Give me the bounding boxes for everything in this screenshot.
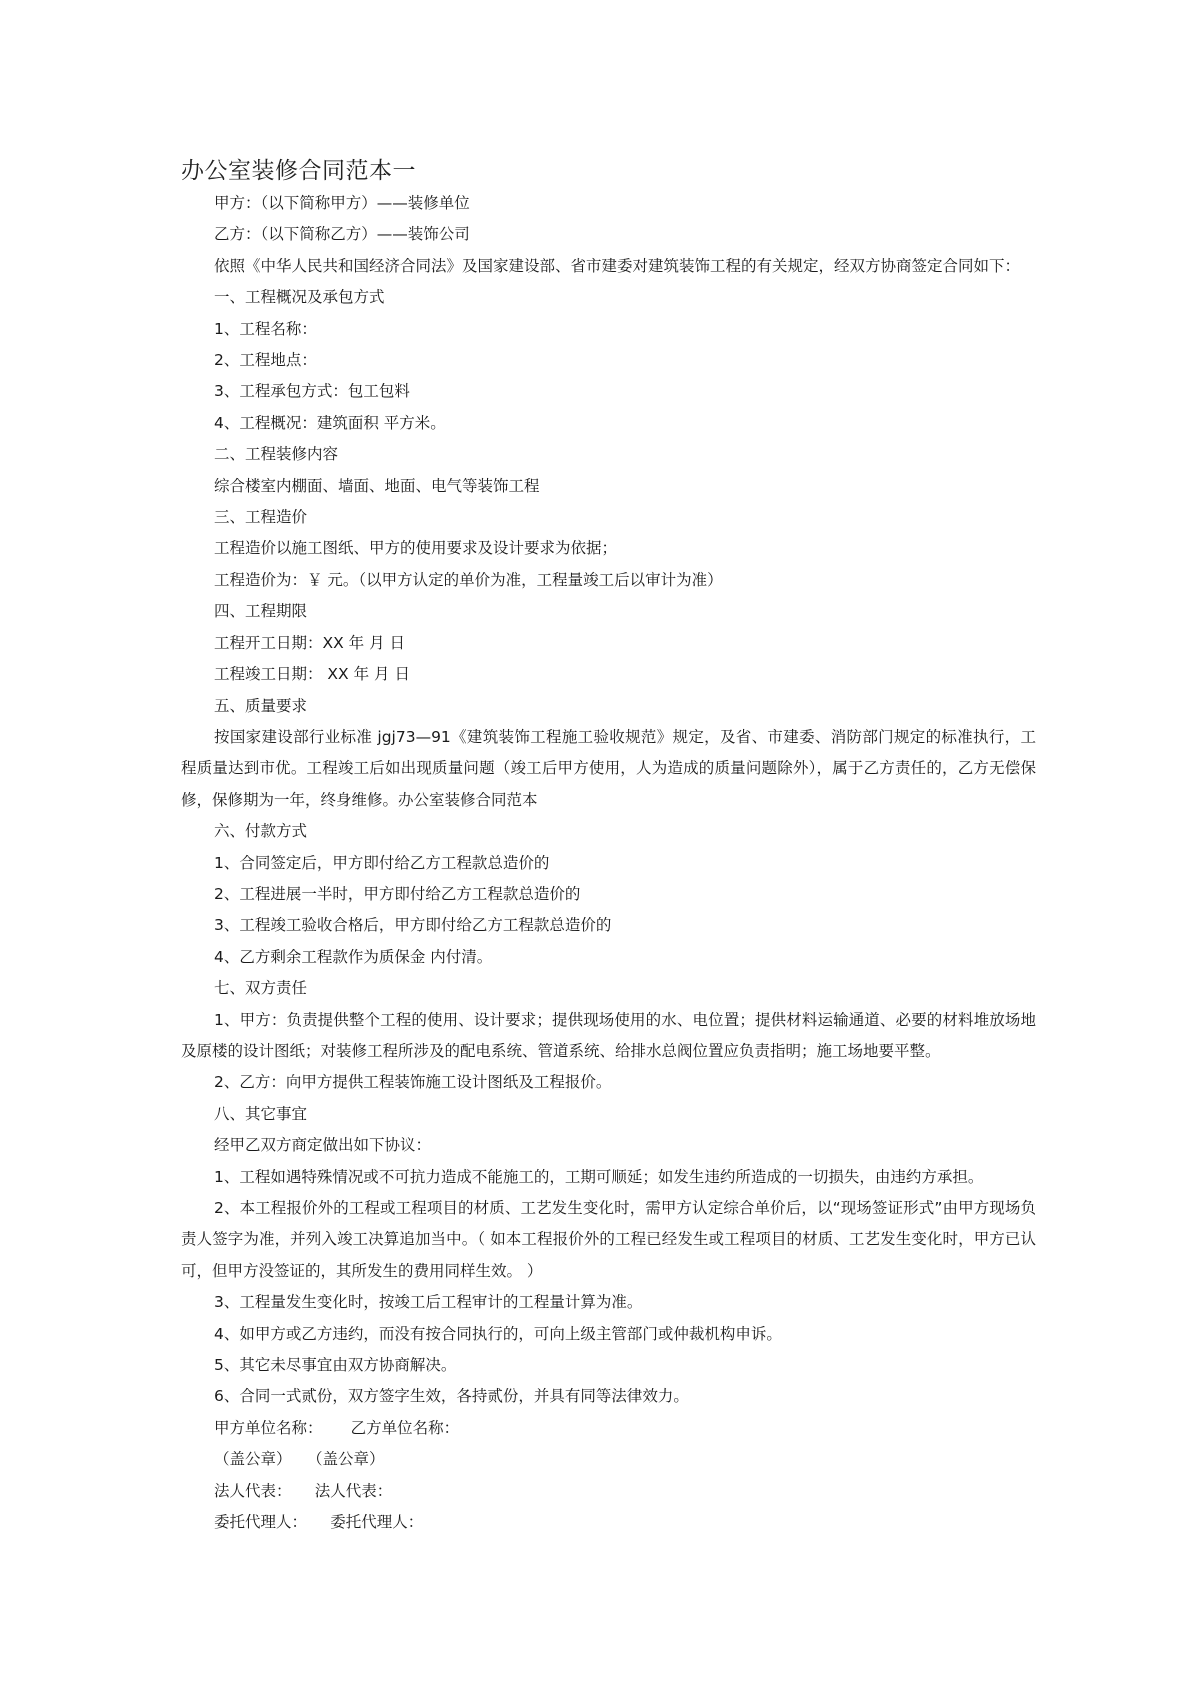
paragraph: 4、如甲方或乙方违约，而没有按合同执行的，可向上级主管部门或仲裁机构申诉。 [214, 1324, 782, 1343]
section-heading: 八、其它事宜 [214, 1104, 308, 1123]
paragraph: 甲方：（以下简称甲方）——装修单位 [214, 194, 470, 212]
section-heading: 四、工程期限 [214, 602, 308, 621]
paragraph: 3、工程竣工验收合格后，甲方即付给乙方工程款总造价的 [214, 916, 612, 935]
paragraph: 5、其它未尽事宜由双方协商解决。 [214, 1356, 457, 1375]
document-body [181, 188, 1036, 1538]
section-heading: 三、工程造价 [214, 508, 308, 527]
paragraph: 4、乙方剩余工程款作为质保金 内付清。 [214, 947, 493, 966]
paragraph: 1、甲方：负责提供整个工程的使用、设计要求；提供现场使用的水、电位置；提供材料运输通道、必要的材料堆放场地及原楼的设计图纸；对装修工程所涉及的配电系统、管道系统、给排水总阀位置应负责指明；施工场地要平整。 [181, 1010, 1036, 1060]
paragraph: 综合楼室内棚面、墙面、地面、电气等装饰工程 [214, 476, 540, 495]
paragraph: 2、工程地点： [214, 351, 317, 370]
document-title: 办公室装修合同范本一 [181, 158, 416, 184]
paragraph: 按国家建设部行业标准 jgj73—91《建筑装饰工程施工验收规范》规定，及省、市建委、消防部门规定的标准执行，工程质量达到市优。工程竣工后如出现质量问题（竣工后甲方使用，人为造成的质量问题除外），属于乙方责任的，乙方无偿保修，保修期为一年，终身维修。办公室装修合同范本 [181, 727, 1036, 809]
section-heading: 二、工程装修内容 [214, 445, 339, 464]
paragraph: 4、工程概况：建筑面积 平方米。 [214, 413, 446, 432]
paragraph: 1、合同签定后，甲方即付给乙方工程款总造价的 [214, 853, 550, 872]
signature-line: 甲方单位名称： 乙方单位名称： [214, 1418, 460, 1437]
paragraph: 3、工程承包方式：包工包料 [214, 382, 410, 401]
paragraph: 1、工程名称： [214, 319, 317, 338]
paragraph: 乙方：（以下简称乙方）——装饰公司 [214, 225, 470, 244]
paragraph: 6、合同一式贰份，双方签字生效，各持贰份，并具有同等法律效力。 [214, 1387, 689, 1406]
section-heading: 七、双方责任 [214, 979, 308, 998]
paragraph: 3、工程量发生变化时，按竣工后工程审计的工程量计算为准。 [214, 1293, 643, 1312]
paragraph: 依照《中华人民共和国经济合同法》及国家建设部、省市建委对建筑装饰工程的有关规定，经双方协商签定合同如下： [214, 256, 1021, 275]
signature-line: 法人代表： 法人代表： [214, 1481, 393, 1500]
paragraph: 工程造价以施工图纸、甲方的使用要求及设计要求为依据； [214, 539, 618, 558]
paragraph: 经甲乙双方商定做出如下协议： [214, 1136, 432, 1155]
paragraph: 工程造价为：￥ 元。（以甲方认定的单价为准，工程量竣工后以审计为准） [214, 570, 723, 589]
paragraph: 1、工程如遇特殊情况或不可抗力造成不能施工的，工期可顺延；如发生违约所造成的一切损失，由违约方承担。 [214, 1167, 984, 1186]
signature-line: （盖公章） （盖公章） [214, 1450, 385, 1469]
paragraph: 工程开工日期：XX 年 月 日 [214, 633, 406, 652]
section-heading: 一、工程概况及承包方式 [214, 288, 385, 307]
paragraph: 工程竣工日期： XX 年 月 日 [214, 665, 410, 684]
paragraph: 2、工程进展一半时，甲方即付给乙方工程款总造价的 [214, 884, 581, 903]
paragraph: 2、本工程报价外的工程或工程项目的材质、工艺发生变化时，需甲方认定综合单价后，以“现场签证形式”由甲方现场负责人签字为准，并列入竣工决算追加当中。（ 如本工程报价外的工程已经发生或工程项目的材质、工艺发生变化时，甲方已认可，但甲方没签证的，其所发生的费用同样生效。 ） [181, 1199, 1036, 1280]
section-heading: 五、质量要求 [214, 696, 308, 715]
paragraph: 2、乙方：向甲方提供工程装饰施工设计图纸及工程报价。 [214, 1073, 612, 1092]
section-heading: 六、付款方式 [214, 822, 308, 841]
signature-line: 委托代理人： 委托代理人： [214, 1513, 424, 1532]
